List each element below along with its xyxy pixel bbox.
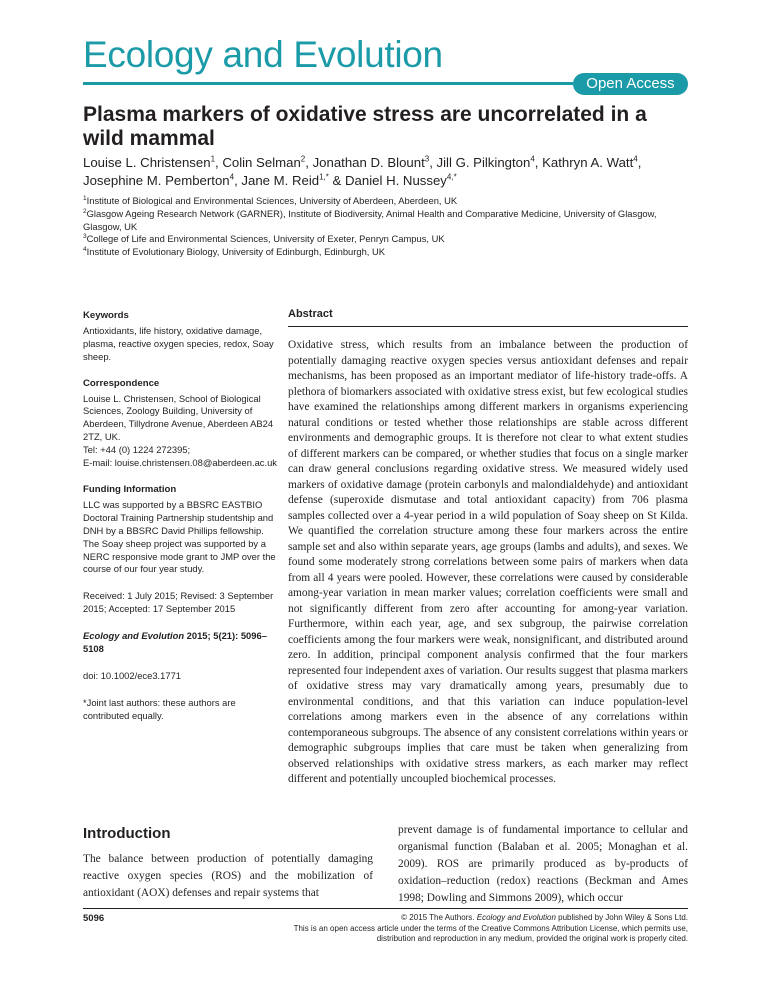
joint-authors-text: *Joint last authors: these authors are contributed equally.	[83, 696, 236, 721]
license-footer	[260, 913, 688, 945]
citation-section	[83, 630, 278, 656]
affiliation: $^4$Institute of Evolutionary Biology, University of Edinburgh, Edinburgh, UK	[83, 246, 386, 258]
footer-rule	[83, 908, 688, 909]
doi[interactable]: doi: 10.1002/ece3.1771	[83, 669, 182, 681]
joint-authors-note	[83, 697, 278, 723]
affiliation: $^3$College of Life and Environmental Sciences, University of Exeter, Penryn Campus, UK	[83, 233, 445, 245]
header-rule	[83, 82, 573, 85]
license-line: distribution and reproduction in any medium, provided the original work is properly cited.	[376, 934, 688, 944]
author-list	[83, 154, 683, 189]
open-access-badge: Open Access	[573, 73, 688, 95]
citation: Ecology and Evolution 2015; 5(21): 5096–5108	[83, 630, 267, 655]
author: Louise L. Christensen$^1$,	[83, 154, 223, 170]
journal-title: Ecology and Evolution	[83, 34, 443, 75]
dates-section	[83, 590, 278, 616]
author: Josephine M. Pemberton$^4$,	[83, 172, 242, 188]
page-number: 5096	[83, 913, 105, 924]
introduction-column-2: prevent damage is of fundamental importance to cellular and organismal function (Balaban et al. 2005; Monaghan et al. 2009). ROS are primarily produced as by-products of oxidation–reduction (redox) reactions (Beckman and Ames 1998; Dowling and Simmons 2009), which occur	[398, 824, 688, 904]
introduction-heading: Introduction	[83, 825, 171, 842]
author: Daniel H. Nussey$^{4,*}$	[345, 172, 457, 188]
correspondence-heading: Correspondence	[83, 377, 160, 389]
affiliation: $^1$Institute of Biological and Environmental Sciences, University of Aberdeen, Aberdeen, UK	[83, 194, 458, 206]
funding-section	[83, 484, 278, 576]
correspondence-address: Louise L. Christensen, School of Biological Sciences, Zoology Building, University of Aberdeen, Tillydrone Avenue, Aberdeen AB24 2TZ, UK.	[83, 392, 274, 443]
history-dates: Received: 1 July 2015; Revised: 3 September 2015; Accepted: 17 September 2015	[83, 590, 274, 615]
introduction-column-1: The balance between production of potentially damaging reactive oxygen species (ROS) and the mobilization of antioxidant (AOX) defenses and repair systems that	[83, 853, 373, 899]
abstract-text: Oxidative stress, which results from an imbalance between the production of potentially damaging reactive oxygen species versus antioxidant defenses and repair mechanisms, has been proposed as an important mediator of life-history trade-offs. A plethora of biomarkers associated with oxidative stress exist, but few ecological studies have examined the relationships among different markers in organisms experiencing natural conditions or tested whether those relationships are stable across different environments and demographic groups. It is therefore not clear to what extent studies of different markers can be compared, or whether studies that focus on a single marker can draw general conclusions regarding oxidative stress. We measured widely used markers of oxidative damage (protein carbonyls and malondialdehyde) and antioxidant defense (superoxide dismutase and total antioxidant capacity) from 706 plasma samples collected over a 4-year period in a wild population of Soay sheep on St Kilda. We quantified the correlation structure among these four markers across the entire sample set and also within separate years, age groups (lambs and adults), and sexes. We found some moderately strong correlations between some pairs of markers when data from all 4 years were pooled. However, these correlations were caused by considerable among-year variation in mean marker values; correlation coefficients were small and not significantly different from zero after accounting for among-year variation. Furthermore, within each year, age, and sex subgroup, the pairwise correlation coefficients among the four markers were weak, nonsignificant, and distributed around zero. In addition, principal component analysis confirmed that the four markers represented four independent axes of variation. Our results suggest that plasma markers of oxidative stress may vary dramatically among years, presumably due to environmental conditions, and that this variation can induce population-level correlations among markers even in the absence of any correlations within contemporaneous subgroups. The absence of any consistent correlations within years or demographic subgroups implies that care must be taken when generalizing from observed relationships with oxidative stress markers, as each marker may reflect different and potentially uncoupled biochemical processes.	[288, 339, 688, 785]
funding-heading: Funding Information	[83, 483, 177, 495]
keywords-section	[83, 310, 278, 364]
author: Jane M. Reid$^{1,*}$ &	[241, 172, 346, 188]
correspondence-tel: Tel: +44 (0) 1224 272395;	[83, 444, 191, 456]
article-info-sidebar	[83, 310, 278, 737]
abstract-heading: Abstract	[288, 308, 333, 320]
doi-section	[83, 670, 278, 683]
copyright-line: © 2015 The Authors. Ecology and Evolution published by John Wiley & Sons Ltd.	[401, 913, 688, 922]
author: Jonathan D. Blount$^3$,	[312, 154, 437, 170]
keywords-text: Antioxidants, life history, oxidative damage, plasma, reactive oxygen species, redox, Soay sheep.	[83, 324, 274, 362]
correspondence-email[interactable]: E-mail: louise.christensen.08@aberdeen.ac.uk	[83, 457, 277, 469]
author: Jill G. Pilkington$^4$,	[436, 154, 543, 170]
affiliations	[83, 195, 683, 259]
affiliation: $^2$Glasgow Ageing Research Network (GARNER), Institute of Biodiversity, Animal Health and Comparative Medicine, University of Glasgow, Glasgow, UK	[83, 207, 657, 232]
abstract-rule	[288, 326, 688, 327]
author: Kathryn A. Watt$^4$,	[542, 154, 642, 170]
license-line: This is an open access article under the terms of the Creative Commons Attribution License, which permits use,	[293, 923, 688, 933]
abstract-section	[288, 308, 688, 788]
correspondence-section	[83, 378, 278, 470]
article-title: Plasma markers of oxidative stress are uncorrelated in a wild mammal	[83, 103, 647, 150]
keywords-heading: Keywords	[83, 310, 129, 321]
author: Colin Selman$^2$,	[222, 154, 313, 170]
funding-text: LLC was supported by a BBSRC EASTBIO Doctoral Training Partnership studentship and DNH by a BBSRC David Phillips fellowship. The Soay sheep project was supported by a NERC responsive mode grant to JMP over the course of our four year study.	[83, 498, 276, 575]
